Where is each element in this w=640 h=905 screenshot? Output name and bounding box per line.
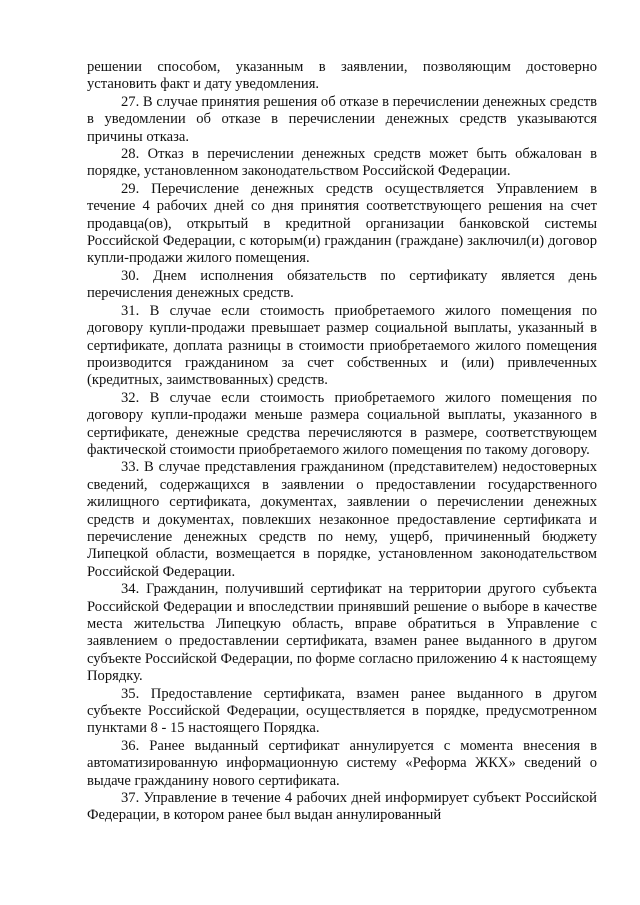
paragraph-33: 33. В случае представления гражданином (представителем) недостоверных сведений, содержащихся в заявлении о предоставлении государственного жилищного сертификата, документах, заявлении о перечислении денежных средств и документах, повлекших незаконное предоставление сертификата и перечисление денежных средств по нему, ущерб, причиненный бюджету Липецкой области, возмещается в порядке, установленном законодательством Российской Федерации. [87,459,597,580]
paragraph-28: 28. Отказ в перечислении денежных средств может быть обжалован в порядке, установленном законодательством Российской Федерации. [87,146,597,180]
paragraph-36: 36. Ранее выданный сертификат аннулируется с момента внесения в автоматизированную информационную систему «Реформа ЖКХ» сведений о выдаче гражданину нового сертификата. [87,737,597,789]
paragraph-37: 37. Управление в течение 4 рабочих дней информирует субъект Российской Федерации, в котором ранее был выдан аннулированный [87,790,597,824]
paragraph-32: 32. В случае если стоимость приобретаемого жилого помещения по договору купли-продажи меньше размера социальной выплаты, указанного в сертификате, денежные средства перечисляются в размере, соответствующем фактической стоимости приобретаемого жилого помещения по такому договору. [87,389,597,458]
paragraph-34: 34. Гражданин, получивший сертификат на территории другого субъекта Российской Федерации и впоследствии принявший решение о выборе в качестве места жительства Липецкую область, вправе обратиться в Управление с заявлением о предоставлении сертификата, взамен ранее выданного в другом субъекте Российской Федерации, по форме согласно приложению 4 к настоящему Порядку. [87,581,597,685]
paragraph-continuation: решении способом, указанным в заявлении, позволяющим достоверно установить факт и дату уведомления. [87,59,597,93]
paragraph-27: 27. В случае принятия решения об отказе в перечислении денежных средств в уведомлении об отказе в перечислении денежных средств указываются причины отказа. [87,93,597,145]
paragraph-30: 30. Днем исполнения обязательств по сертификату является день перечисления денежных средств. [87,267,597,302]
paragraph-31: 31. В случае если стоимость приобретаемого жилого помещения по договору купли-продажи превышает размер социальной выплаты, указанный в сертификате, доплата разницы в стоимости приобретаемого жилого помещения производится гражданином за счет собственных и (или) привлеченных (кредитных, заимствованных) средств. [87,302,597,389]
document-page [87,59,597,825]
paragraph-29: 29. Перечисление денежных средств осуществляется Управлением в течение 4 рабочих дней со дня принятия соответствующего решения на счет продавца(ов), открытый в кредитной организации банковской системы Российской Федерации, с которым(и) гражданин (граждане) заключил(и) договор купли-продажи жилого помещения. [87,180,597,267]
paragraph-35: 35. Предоставление сертификата, взамен ранее выданного в другом субъекте Российской Федерации, осуществляется в порядке, предусмотренном пунктами 8 - 15 настоящего Порядка. [87,685,597,737]
